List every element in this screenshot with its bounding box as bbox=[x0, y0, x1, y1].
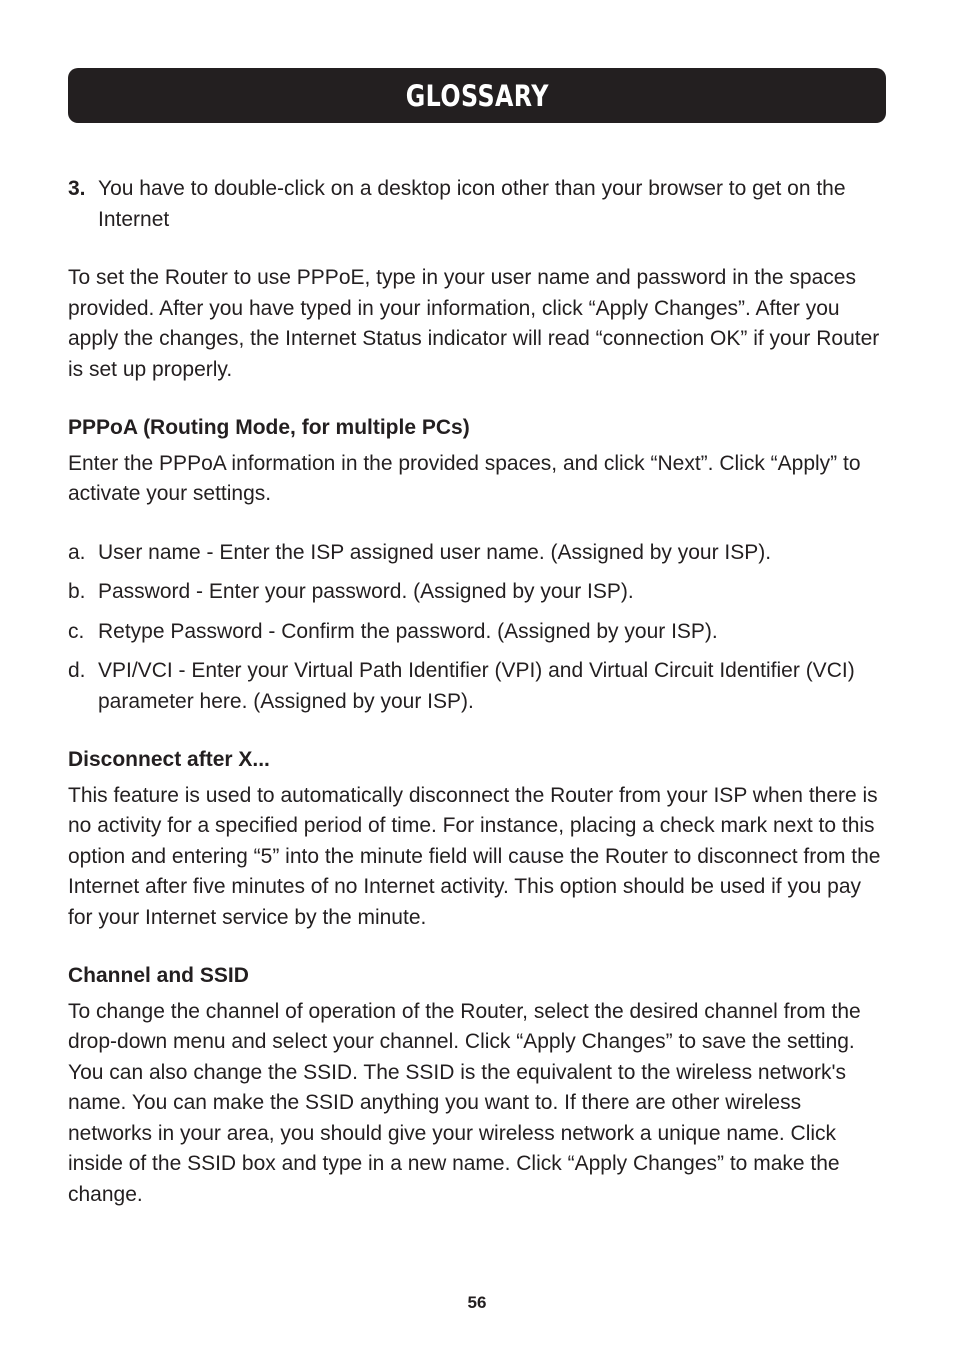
channel-heading: Channel and SSID bbox=[68, 964, 249, 987]
disconnect-heading: Disconnect after X... bbox=[68, 748, 270, 771]
page-number: 56 bbox=[467, 1293, 487, 1312]
channel-paragraph: To change the channel of operation of the Router, select the desired channel from the drop-down menu and select your channel. Click “Apply Changes” to save the setting. You can also change the SSID. The SSID is the equivalent to the wireless network's name. You can make the SSID anything you want to. If there are other wireless networks in your area, you should give your wireless network a unique name. Click inside of the SSID box and type in a new name. Click “Apply Changes” to make the change. bbox=[68, 999, 861, 1206]
page-title: GLOSSARY bbox=[405, 78, 549, 113]
list-item-c bbox=[68, 617, 888, 648]
disconnect-paragraph: This feature is used to automatically disconnect the Router from your ISP when there is no activity for a specified period of time. For instance, placing a check mark next to this option and entering “5” into the minute field will cause the Router to disconnect from the Internet after five minutes of no Internet activity. This option should be used if you pay for your Internet service by the minute. bbox=[68, 783, 881, 929]
list-item-3 bbox=[68, 174, 888, 235]
pppoa-heading: PPPoA (Routing Mode, for multiple PCs) bbox=[68, 416, 470, 439]
list-marker: c. bbox=[68, 619, 85, 643]
list-item-text: Password - Enter your password. (Assigned by your ISP). bbox=[98, 580, 634, 603]
list-item-b bbox=[68, 577, 888, 608]
list-item-text: User name - Enter the ISP assigned user name. (Assigned by your ISP). bbox=[98, 540, 772, 564]
list-item-a bbox=[68, 538, 888, 569]
list-marker: a. bbox=[68, 540, 86, 564]
list-item-d bbox=[68, 656, 888, 717]
list-item-text: VPI/VCI - Enter your Virtual Path Identifier (VPI) and Virtual Circuit Identifier (VCI) parameter here. (Assigned by your ISP). bbox=[98, 659, 855, 713]
list-item-text: You have to double-click on a desktop icon other than your browser to get on the Internet bbox=[98, 177, 846, 231]
content-body bbox=[68, 174, 888, 1210]
list-marker: 3. bbox=[68, 177, 86, 200]
list-item-text: Retype Password - Confirm the password. (Assigned by your ISP). bbox=[98, 619, 718, 643]
list-marker: b. bbox=[68, 580, 86, 603]
pppoe-paragraph: To set the Router to use PPPoE, type in your user name and password in the spaces provided. After you have typed in your information, click “Apply Changes”. After you apply the changes, the Internet Status indicator will read “connection OK” if your Router is set up properly. bbox=[68, 266, 880, 381]
pppoa-paragraph: Enter the PPPoA information in the provided spaces, and click “Next”. Click “Apply” to activate your settings. bbox=[68, 451, 861, 505]
header-bar bbox=[68, 68, 886, 123]
list-marker: d. bbox=[68, 659, 86, 682]
